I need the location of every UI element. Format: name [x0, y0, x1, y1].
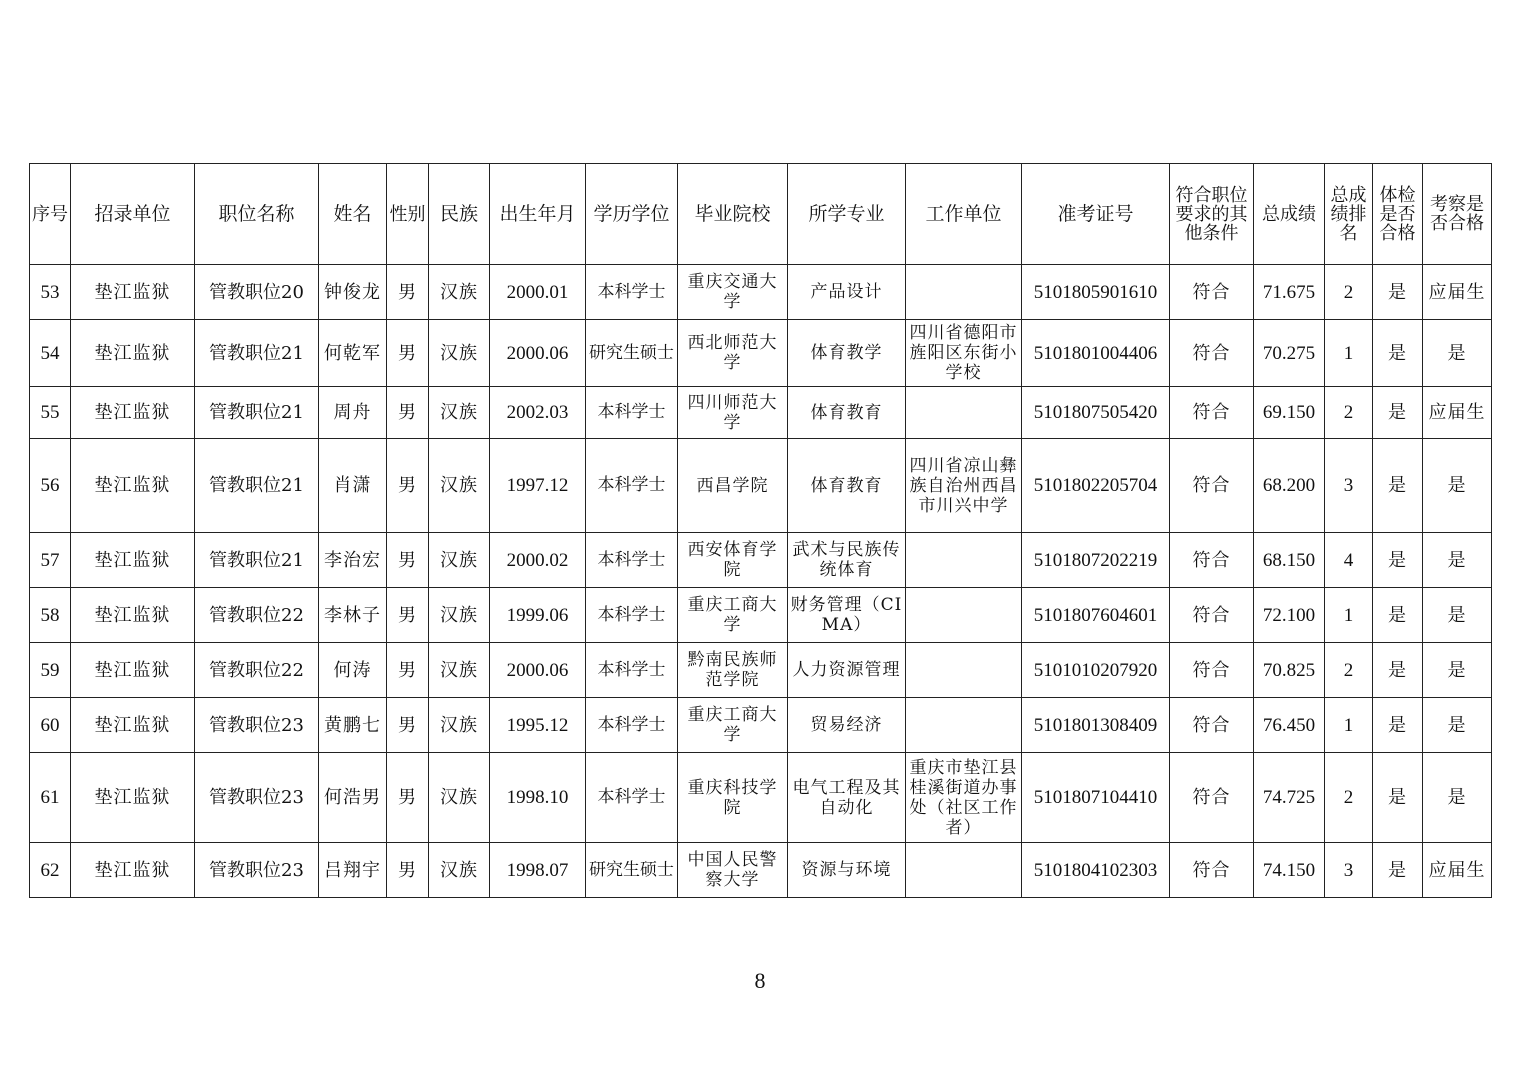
cell-ethnicity: 汉族: [429, 843, 490, 898]
cell-name: 何涛: [319, 643, 387, 698]
cell-physical: 是: [1373, 843, 1423, 898]
header-cell-position: 职位名称: [195, 164, 319, 265]
cell-major: 产品设计: [788, 265, 906, 320]
table-body: [30, 265, 1492, 898]
cell-other-conditions: 符合: [1170, 753, 1254, 843]
cell-name: 肖潇: [319, 439, 387, 533]
cell-inspection: 是: [1423, 533, 1492, 588]
cell-total-score: 68.150: [1254, 533, 1325, 588]
cell-major: 武术与民族传统体育: [788, 533, 906, 588]
cell-rank: 1: [1325, 698, 1373, 753]
cell-rank: 2: [1325, 643, 1373, 698]
cell-rank: 2: [1325, 265, 1373, 320]
cell-index: 58: [30, 588, 71, 643]
cell-total-score: 69.150: [1254, 387, 1325, 439]
cell-position: 管教职位21: [195, 533, 319, 588]
cell-other-conditions: 符合: [1170, 439, 1254, 533]
cell-name: 李林子: [319, 588, 387, 643]
cell-index: 53: [30, 265, 71, 320]
cell-exam-id: 5101010207920: [1022, 643, 1170, 698]
header-cell-employer: 工作单位: [906, 164, 1022, 265]
cell-birth: 2000.01: [490, 265, 586, 320]
cell-degree: 研究生硕士: [586, 843, 678, 898]
cell-employer: [906, 387, 1022, 439]
table-row: [30, 643, 1492, 698]
cell-degree: 本科学士: [586, 753, 678, 843]
cell-index: 54: [30, 320, 71, 387]
cell-birth: 2000.06: [490, 320, 586, 387]
cell-degree: 本科学士: [586, 698, 678, 753]
cell-inspection: 应届生: [1423, 265, 1492, 320]
cell-ethnicity: 汉族: [429, 533, 490, 588]
table-row: [30, 533, 1492, 588]
cell-birth: 2002.03: [490, 387, 586, 439]
cell-inspection: 是: [1423, 643, 1492, 698]
cell-major: 资源与环境: [788, 843, 906, 898]
cell-major: 贸易经济: [788, 698, 906, 753]
cell-unit: 垫江监狱: [71, 439, 195, 533]
cell-major: 财务管理（CIMA）: [788, 588, 906, 643]
cell-unit: 垫江监狱: [71, 588, 195, 643]
cell-exam-id: 5101807505420: [1022, 387, 1170, 439]
table-row: [30, 698, 1492, 753]
cell-rank: 1: [1325, 320, 1373, 387]
cell-inspection: 是: [1423, 753, 1492, 843]
cell-unit: 垫江监狱: [71, 320, 195, 387]
cell-name: 周舟: [319, 387, 387, 439]
cell-other-conditions: 符合: [1170, 588, 1254, 643]
cell-gender: 男: [387, 588, 429, 643]
cell-total-score: 74.725: [1254, 753, 1325, 843]
cell-gender: 男: [387, 643, 429, 698]
header-cell-total-score: 总成绩: [1254, 164, 1325, 265]
cell-ethnicity: 汉族: [429, 320, 490, 387]
cell-school: 西昌学院: [678, 439, 788, 533]
table-row: [30, 387, 1492, 439]
cell-exam-id: 5101801004406: [1022, 320, 1170, 387]
cell-exam-id: 5101807104410: [1022, 753, 1170, 843]
table-row: [30, 753, 1492, 843]
cell-inspection: 应届生: [1423, 843, 1492, 898]
cell-degree: 本科学士: [586, 588, 678, 643]
cell-name: 何浩男: [319, 753, 387, 843]
cell-rank: 3: [1325, 439, 1373, 533]
cell-other-conditions: 符合: [1170, 843, 1254, 898]
header-cell-rank: 总成绩排名: [1325, 164, 1373, 265]
header-cell-other-conditions: 符合职位要求的其他条件: [1170, 164, 1254, 265]
cell-position: 管教职位22: [195, 643, 319, 698]
cell-gender: 男: [387, 533, 429, 588]
cell-school: 中国人民警察大学: [678, 843, 788, 898]
cell-total-score: 74.150: [1254, 843, 1325, 898]
cell-gender: 男: [387, 265, 429, 320]
cell-ethnicity: 汉族: [429, 588, 490, 643]
cell-total-score: 70.275: [1254, 320, 1325, 387]
cell-position: 管教职位21: [195, 320, 319, 387]
cell-degree: 本科学士: [586, 439, 678, 533]
table-row: [30, 439, 1492, 533]
cell-school: 西安体育学院: [678, 533, 788, 588]
cell-unit: 垫江监狱: [71, 753, 195, 843]
header-cell-name: 姓名: [319, 164, 387, 265]
cell-physical: 是: [1373, 439, 1423, 533]
cell-unit: 垫江监狱: [71, 643, 195, 698]
cell-position: 管教职位22: [195, 588, 319, 643]
cell-ethnicity: 汉族: [429, 439, 490, 533]
cell-major: 体育教育: [788, 439, 906, 533]
cell-other-conditions: 符合: [1170, 533, 1254, 588]
cell-name: 李治宏: [319, 533, 387, 588]
cell-degree: 本科学士: [586, 643, 678, 698]
header-cell-major: 所学专业: [788, 164, 906, 265]
cell-employer: 四川省德阳市旌阳区东街小学校: [906, 320, 1022, 387]
cell-physical: 是: [1373, 387, 1423, 439]
header-row: [30, 164, 1492, 265]
cell-rank: 1: [1325, 588, 1373, 643]
cell-unit: 垫江监狱: [71, 843, 195, 898]
table-row: [30, 843, 1492, 898]
cell-employer: [906, 698, 1022, 753]
cell-school: 四川师范大学: [678, 387, 788, 439]
cell-birth: 1997.12: [490, 439, 586, 533]
header-cell-school: 毕业院校: [678, 164, 788, 265]
cell-unit: 垫江监狱: [71, 698, 195, 753]
cell-physical: 是: [1373, 698, 1423, 753]
cell-school: 重庆工商大学: [678, 698, 788, 753]
cell-gender: 男: [387, 843, 429, 898]
cell-other-conditions: 符合: [1170, 698, 1254, 753]
cell-name: 何乾军: [319, 320, 387, 387]
cell-unit: 垫江监狱: [71, 265, 195, 320]
header-cell-unit: 招录单位: [71, 164, 195, 265]
cell-employer: 四川省凉山彝族自治州西昌市川兴中学: [906, 439, 1022, 533]
cell-major: 电气工程及其自动化: [788, 753, 906, 843]
cell-school: 黔南民族师范学院: [678, 643, 788, 698]
cell-employer: [906, 643, 1022, 698]
cell-index: 60: [30, 698, 71, 753]
page-number: 8: [754, 968, 766, 993]
cell-employer: [906, 843, 1022, 898]
cell-school: 西北师范大学: [678, 320, 788, 387]
header-cell-exam-id: 准考证号: [1022, 164, 1170, 265]
cell-position: 管教职位23: [195, 843, 319, 898]
cell-exam-id: 5101801308409: [1022, 698, 1170, 753]
table-row: [30, 265, 1492, 320]
cell-exam-id: 5101802205704: [1022, 439, 1170, 533]
cell-employer: [906, 265, 1022, 320]
cell-rank: 2: [1325, 753, 1373, 843]
candidate-table-container: [29, 163, 1492, 898]
header-cell-inspection: 考察是否合格: [1423, 164, 1492, 265]
cell-exam-id: 5101807604601: [1022, 588, 1170, 643]
cell-gender: 男: [387, 698, 429, 753]
cell-exam-id: 5101807202219: [1022, 533, 1170, 588]
cell-employer: [906, 533, 1022, 588]
cell-position: 管教职位21: [195, 387, 319, 439]
cell-birth: 2000.06: [490, 643, 586, 698]
table-row: [30, 588, 1492, 643]
cell-rank: 2: [1325, 387, 1373, 439]
cell-position: 管教职位23: [195, 753, 319, 843]
cell-exam-id: 5101804102303: [1022, 843, 1170, 898]
cell-name: 钟俊龙: [319, 265, 387, 320]
cell-total-score: 68.200: [1254, 439, 1325, 533]
cell-ethnicity: 汉族: [429, 265, 490, 320]
cell-physical: 是: [1373, 533, 1423, 588]
header-cell-birth: 出生年月: [490, 164, 586, 265]
header-cell-ethnicity: 民族: [429, 164, 490, 265]
cell-position: 管教职位23: [195, 698, 319, 753]
cell-employer: 重庆市垫江县桂溪街道办事处（社区工作者）: [906, 753, 1022, 843]
cell-other-conditions: 符合: [1170, 643, 1254, 698]
header-cell-degree: 学历学位: [586, 164, 678, 265]
cell-school: 重庆工商大学: [678, 588, 788, 643]
cell-other-conditions: 符合: [1170, 387, 1254, 439]
cell-physical: 是: [1373, 588, 1423, 643]
cell-other-conditions: 符合: [1170, 320, 1254, 387]
cell-physical: 是: [1373, 753, 1423, 843]
cell-birth: 1995.12: [490, 698, 586, 753]
cell-major: 人力资源管理: [788, 643, 906, 698]
cell-physical: 是: [1373, 643, 1423, 698]
cell-degree: 本科学士: [586, 533, 678, 588]
cell-index: 59: [30, 643, 71, 698]
cell-physical: 是: [1373, 265, 1423, 320]
cell-inspection: 是: [1423, 439, 1492, 533]
cell-unit: 垫江监狱: [71, 533, 195, 588]
cell-ethnicity: 汉族: [429, 698, 490, 753]
cell-index: 61: [30, 753, 71, 843]
cell-other-conditions: 符合: [1170, 265, 1254, 320]
cell-position: 管教职位20: [195, 265, 319, 320]
cell-gender: 男: [387, 387, 429, 439]
cell-index: 57: [30, 533, 71, 588]
cell-ethnicity: 汉族: [429, 753, 490, 843]
cell-ethnicity: 汉族: [429, 643, 490, 698]
cell-rank: 3: [1325, 843, 1373, 898]
cell-unit: 垫江监狱: [71, 387, 195, 439]
cell-degree: 本科学士: [586, 265, 678, 320]
cell-gender: 男: [387, 439, 429, 533]
cell-total-score: 71.675: [1254, 265, 1325, 320]
header-cell-index: 序号: [30, 164, 71, 265]
cell-index: 56: [30, 439, 71, 533]
cell-total-score: 70.825: [1254, 643, 1325, 698]
cell-employer: [906, 588, 1022, 643]
cell-index: 55: [30, 387, 71, 439]
cell-major: 体育教育: [788, 387, 906, 439]
cell-name: 黄鹏七: [319, 698, 387, 753]
cell-gender: 男: [387, 753, 429, 843]
cell-birth: 1999.06: [490, 588, 586, 643]
cell-ethnicity: 汉族: [429, 387, 490, 439]
cell-birth: 1998.10: [490, 753, 586, 843]
cell-index: 62: [30, 843, 71, 898]
cell-school: 重庆科技学院: [678, 753, 788, 843]
cell-degree: 研究生硕士: [586, 320, 678, 387]
cell-total-score: 76.450: [1254, 698, 1325, 753]
table-row: [30, 320, 1492, 387]
cell-major: 体育教学: [788, 320, 906, 387]
cell-position: 管教职位21: [195, 439, 319, 533]
cell-physical: 是: [1373, 320, 1423, 387]
cell-birth: 2000.02: [490, 533, 586, 588]
cell-inspection: 是: [1423, 698, 1492, 753]
cell-gender: 男: [387, 320, 429, 387]
header-cell-physical: 体检是否合格: [1373, 164, 1423, 265]
header-cell-gender: 性别: [387, 164, 429, 265]
cell-inspection: 应届生: [1423, 387, 1492, 439]
cell-degree: 本科学士: [586, 387, 678, 439]
cell-name: 吕翔宇: [319, 843, 387, 898]
cell-exam-id: 5101805901610: [1022, 265, 1170, 320]
cell-inspection: 是: [1423, 588, 1492, 643]
cell-school: 重庆交通大学: [678, 265, 788, 320]
cell-rank: 4: [1325, 533, 1373, 588]
cell-inspection: 是: [1423, 320, 1492, 387]
candidate-table: [29, 163, 1492, 898]
cell-total-score: 72.100: [1254, 588, 1325, 643]
cell-birth: 1998.07: [490, 843, 586, 898]
